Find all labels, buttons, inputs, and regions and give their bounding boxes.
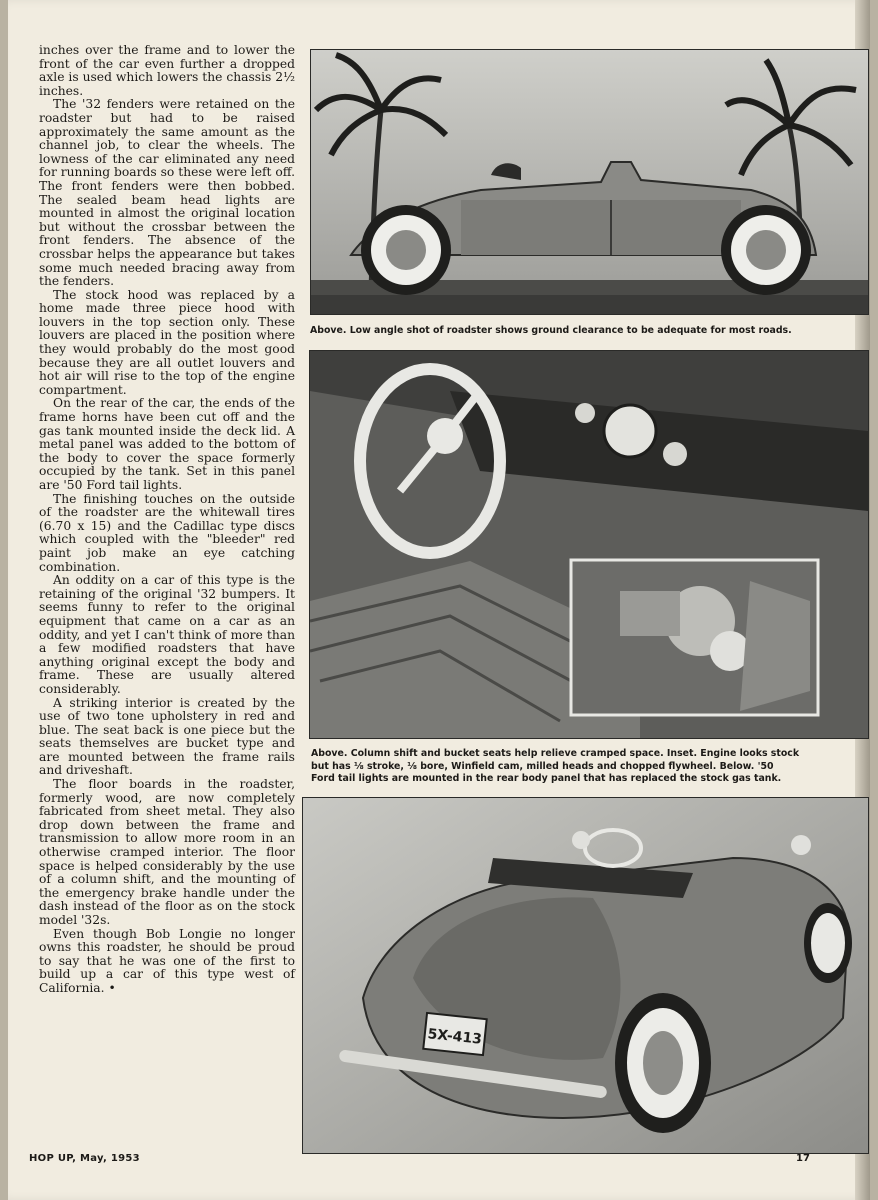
page-number: 17	[796, 1153, 810, 1164]
caption-line: Ford tail lights are mounted in the rear body panel that has replaced the stock gas tank.	[311, 773, 782, 784]
middle-photo-caption	[311, 748, 871, 786]
article-paragraph: Even though Bob Longie no longer owns this roadster, he should be proud to say that he was one of the first to build up a car of this type west of California. •	[39, 926, 295, 995]
article-paragraph: inches over the frame and to lower the front of the car even further a dropped axle is used which lowers the chassis 2½ inches.	[39, 43, 295, 98]
article-paragraph: A striking interior is created by the use of two tone upholstery in red and blue. The seat back is one piece but the seats themselves are bucket type and are mounted between the frame rails and driveshaft.	[39, 695, 295, 778]
license-plate-text: 5X-413	[426, 1026, 483, 1048]
article-paragraph: The stock hood was replaced by a home made three piece hood with louvers in the top section only. These louvers are placed in the position where they would probably do the most good because they are all outlet louvers and hot air will rise to the top of the engine compartment.	[39, 287, 295, 397]
caption-line: Above. Column shift and bucket seats help relieve cramped space. Inset. Engine looks stock	[311, 748, 800, 759]
article-paragraph: The '32 fenders were retained on the roadster but had to be raised approximately the same amount as the channel job, to clear the wheels. The lowness of the car eliminated any need for running boards so these were left off. The front fenders were then bobbed. The sealed beam head lights are mounted in almost the original location but without the crossbar between the front fenders. The absence of the crossbar helps the appearance but takes some much needed bracing away from the fenders.	[39, 97, 295, 289]
roadster-side-photo	[310, 49, 869, 315]
article-paragraph: The floor boards in the roadster, formerly wood, are now completely fabricated from sheet metal. They also drop down between the frame and transmission to allow more room in an otherwise cramped interior. The floor space is helped considerably by the use of a column shift, and the mounting of the emergency brake handle under the dash instead of the floor as on the stock model '32s.	[39, 777, 295, 927]
top-photo-caption: Above. Low angle shot of roadster shows ground clearance to be adequate for most roads.	[310, 325, 792, 336]
caption-line: but has ⅛ stroke, ⅛ bore, Winfield cam, milled heads and chopped flywheel. Below. '50	[311, 760, 774, 772]
interior-photo	[309, 350, 869, 739]
magazine-issue-footer: HOP UP, May, 1953	[29, 1153, 140, 1164]
article-paragraph: The finishing touches on the outside of the roadster are the whitewall tires (6.70 x 15) and the Cadillac type discs which coupled with the "bleeder" red paint job make an eye catching combination.	[39, 491, 295, 574]
article-paragraph: On the rear of the car, the ends of the frame horns have been cut off and the gas tank mounted inside the deck lid. A metal panel was added to the bottom of the body to cover the space formerly occupied by the tank. Set in this panel are '50 Ford tail lights.	[39, 396, 295, 492]
roadster-rear-photo	[302, 797, 869, 1154]
article-paragraph: An oddity on a car of this type is the retaining of the original '32 bumpers. It seems funny to refer to the original equipment that came on a car as an oddity, and yet I can't think of more than a few modified roadsters that have anything original except the body and frame. These are usually altered considerably.	[39, 573, 295, 696]
article-text-column	[39, 44, 295, 996]
